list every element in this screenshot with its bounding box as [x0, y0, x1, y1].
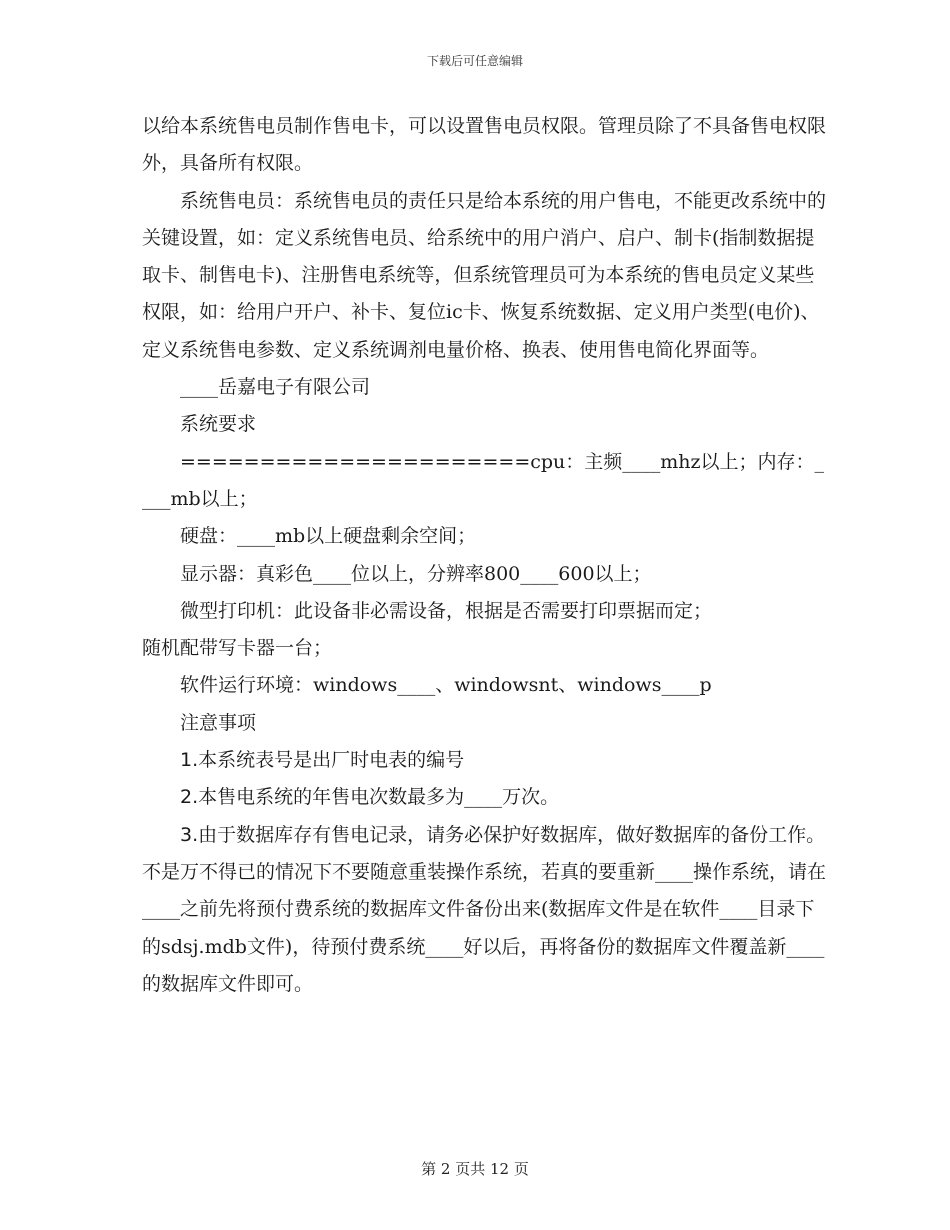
paragraph-disk: 硬盘：____mb以上硬盘剩余空间；: [180, 525, 477, 548]
note-number: 2.: [180, 786, 199, 809]
page-header: 下载后可任意编辑: [426, 54, 523, 68]
heading-system-requirements: 系统要求: [180, 413, 257, 436]
paragraph-admin-permissions: 以给本系统售电员制作售电卡，可以设置售电员权限。管理员除了不具备售电权限外，具备所有权限。: [142, 115, 827, 175]
paragraph-company: ____岳嘉电子有限公司: [180, 376, 371, 399]
note-item-1: [142, 742, 832, 779]
note-item-3: [142, 817, 832, 1003]
document-body: [142, 108, 832, 1003]
note-item-2: [142, 779, 832, 816]
note-number: 1.: [180, 749, 199, 772]
note-text: 本售电系统的年售电次数最多为____万次。: [198, 786, 560, 809]
paragraph-cpu-memory: ======================cpu：主频____mhz以上；内存：____mb以上；: [142, 450, 825, 510]
paragraph-system-seller: 系统售电员：系统售电员的责任只是给本系统的用户售电，不能更改系统中的关键设置，如：定义系统售电员、给系统中的用户消户、启户、制卡(指制数据提取卡、制售电卡)、注册售电系统等，但系统管理员可为本系统的售电员定义某些权限，如：给用户开户、补卡、复位ic卡、恢复系统数据、定义用户类型(电价)、定义系统售电参数、定义系统调剂电量价格、换表、使用售电简化界面等。: [142, 189, 827, 361]
paragraph-display: 显示器：真彩色____位以上，分辨率800____600以上；: [180, 562, 652, 585]
heading-notes: 注意事项: [180, 711, 257, 734]
note-text: 本系统表号是出厂时电表的编号: [198, 749, 465, 772]
note-text: 由于数据库存有售电记录，请务必保护好数据库，做好数据库的备份工作。不是万不得已的情况下不要随意重装操作系统，若真的要重新____操作系统，请在____之前先将预付费系统的数据库文件备份出来(数据库文件是在软件____目录下的sdsj.mdb文件)，待预付费系统____好以后，再将备份的数据库文件覆盖新____的数据库文件即可。: [142, 823, 827, 995]
paragraph-card-writer: 随机配带写卡器一台；: [142, 637, 333, 660]
paragraph-printer: 微型打印机：此设备非必需设备，根据是否需要打印票据而定；: [180, 599, 713, 622]
paragraph-os-environment: 软件运行环境：windows____、windowsnt、windows____p: [180, 674, 712, 697]
page-footer: 第 2 页共 12 页: [421, 1160, 529, 1178]
note-number: 3.: [180, 823, 199, 846]
